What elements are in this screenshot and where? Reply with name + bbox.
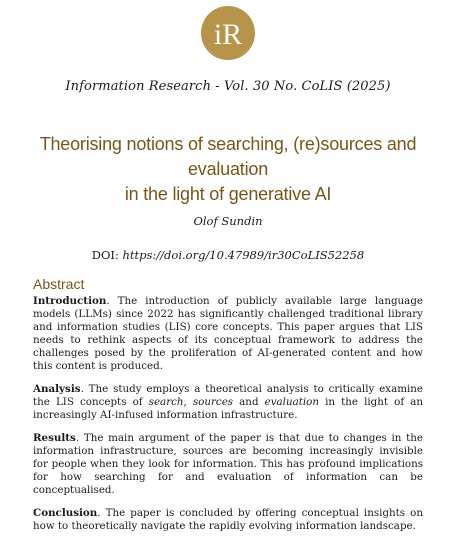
analysis-term-search: search xyxy=(148,396,184,408)
doi-prefix: DOI: xyxy=(91,248,123,262)
doi-link[interactable]: https://doi.org/10.47989/ir30CoLIS52258 xyxy=(122,248,365,262)
abstract-conclusion xyxy=(33,507,423,533)
abstract-introduction xyxy=(33,295,423,373)
results-text: . The main argument of the paper is that due to changes in the information infrastructure, sources are becoming increasingly invisible for people when they look for information. This has profound implications for how searching for and evaluation of information can be conceptualised. xyxy=(33,432,423,496)
abstract-analysis xyxy=(33,383,423,422)
paper-title-line-2: in the light of generative AI xyxy=(124,184,332,204)
conclusion-text: . The paper is concluded by offering conceptual insights on how to theoretically navigate the rapidly evolving information landscape. xyxy=(33,507,423,532)
journal-logo xyxy=(201,6,255,60)
abstract-heading: Abstract xyxy=(33,276,85,292)
analysis-text-a: . The study employs a theoretical analysis to critically examine the LIS concepts of xyxy=(33,383,423,408)
paper-title xyxy=(10,132,446,207)
conclusion-label: Conclusion xyxy=(33,507,98,519)
author-name: Olof Sundin xyxy=(193,214,263,228)
paper-title-line-1: Theorising notions of searching, (re)sources and evaluation xyxy=(39,134,417,179)
analysis-term-evaluation: evaluation xyxy=(264,396,320,408)
analysis-text-c: and xyxy=(233,396,265,408)
analysis-text-d: in the light of an increasingly AI-infused information infrastructure. xyxy=(33,396,423,421)
introduction-text: . The introduction of publicly available large language models (LLMs) since 2022 has significantly challenged traditional library and information studies (LIS) core concepts. This paper argues that LIS needs to rethink aspects of its conceptual framework to address the challenges posed by the proliferation of AI-generated content and how this content is produced. xyxy=(33,295,423,372)
abstract-results xyxy=(33,432,423,497)
logo-text: iR xyxy=(213,18,243,51)
abstract-body xyxy=(33,295,423,543)
journal-citation: Information Research - Vol. 30 No. CoLIS (2025) xyxy=(65,79,391,94)
analysis-term-sources: sources xyxy=(192,396,234,408)
ir-logo-icon xyxy=(201,6,255,60)
introduction-label: Introduction xyxy=(33,295,107,307)
analysis-text-b: , xyxy=(183,396,193,408)
analysis-label: Analysis xyxy=(33,383,81,395)
results-label: Results xyxy=(33,432,76,444)
doi-line xyxy=(0,248,456,262)
